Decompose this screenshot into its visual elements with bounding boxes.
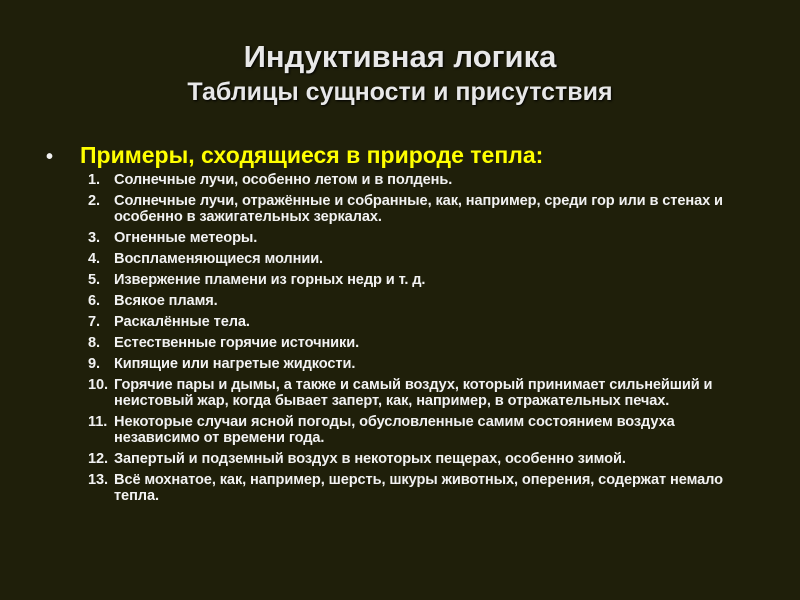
item-number: 10. <box>88 377 108 393</box>
slide-title: Индуктивная логика <box>243 39 557 74</box>
item-number: 12. <box>88 451 108 467</box>
list-item <box>88 293 758 309</box>
item-text: Извержение пламени из горных недр и т. д. <box>114 272 426 288</box>
item-text: Запертый и подземный воздух в некоторых пещерах, особенно зимой. <box>114 451 626 467</box>
list-item <box>88 451 758 467</box>
item-number: 3. <box>88 230 100 246</box>
list-item <box>88 193 758 225</box>
list-item <box>88 414 758 446</box>
item-text: Раскалённые тела. <box>114 314 250 330</box>
item-text: Кипящие или нагретые жидкости. <box>114 356 356 372</box>
item-text: Солнечные лучи, отражённые и собранные, как, например, среди гор или в стенах и особенно в зажигательных зеркалах. <box>114 193 723 225</box>
item-number: 7. <box>88 314 100 330</box>
item-text: Солнечные лучи, особенно летом и в полдень. <box>114 172 453 188</box>
item-text: Всё мохнатое, как, например, шерсть, шкуры животных, оперения, содержат немало тепла. <box>114 472 723 504</box>
item-text: Некоторые случаи ясной погоды, обусловленные самим состоянием воздуха независимо от времени года. <box>114 414 675 446</box>
item-number: 8. <box>88 335 100 351</box>
list-item <box>88 172 758 188</box>
slide-subtitle: Таблицы сущности и присутствия <box>187 78 613 106</box>
list-item <box>88 335 758 351</box>
list-item <box>88 251 758 267</box>
title-block <box>0 38 800 108</box>
item-number: 6. <box>88 293 100 309</box>
item-number: 5. <box>88 272 100 288</box>
list-item <box>88 377 758 409</box>
item-number: 13. <box>88 472 108 488</box>
bullet-icon: • <box>46 146 54 168</box>
item-text: Огненные метеоры. <box>114 230 258 246</box>
list-item <box>88 356 758 372</box>
item-text: Естественные горячие источники. <box>114 335 360 351</box>
item-number: 2. <box>88 193 100 209</box>
list-item <box>88 272 758 288</box>
list-item <box>88 314 758 330</box>
list-item <box>88 472 758 504</box>
item-number: 9. <box>88 356 100 372</box>
examples-list <box>88 172 758 509</box>
bullet-heading <box>46 142 543 169</box>
item-number: 1. <box>88 172 100 188</box>
bullet-heading-text: Примеры, сходящиеся в природе тепла: <box>80 142 544 168</box>
item-number: 4. <box>88 251 100 267</box>
item-number: 11. <box>88 414 108 430</box>
item-text: Всякое пламя. <box>114 293 218 309</box>
item-text: Горячие пары и дымы, а также и самый воздух, который принимает сильнейший и неистовый жар, когда бывает заперт, как, например, в отражательных печах. <box>114 377 713 409</box>
list-item <box>88 230 758 246</box>
item-text: Воспламеняющиеся молнии. <box>114 251 324 267</box>
